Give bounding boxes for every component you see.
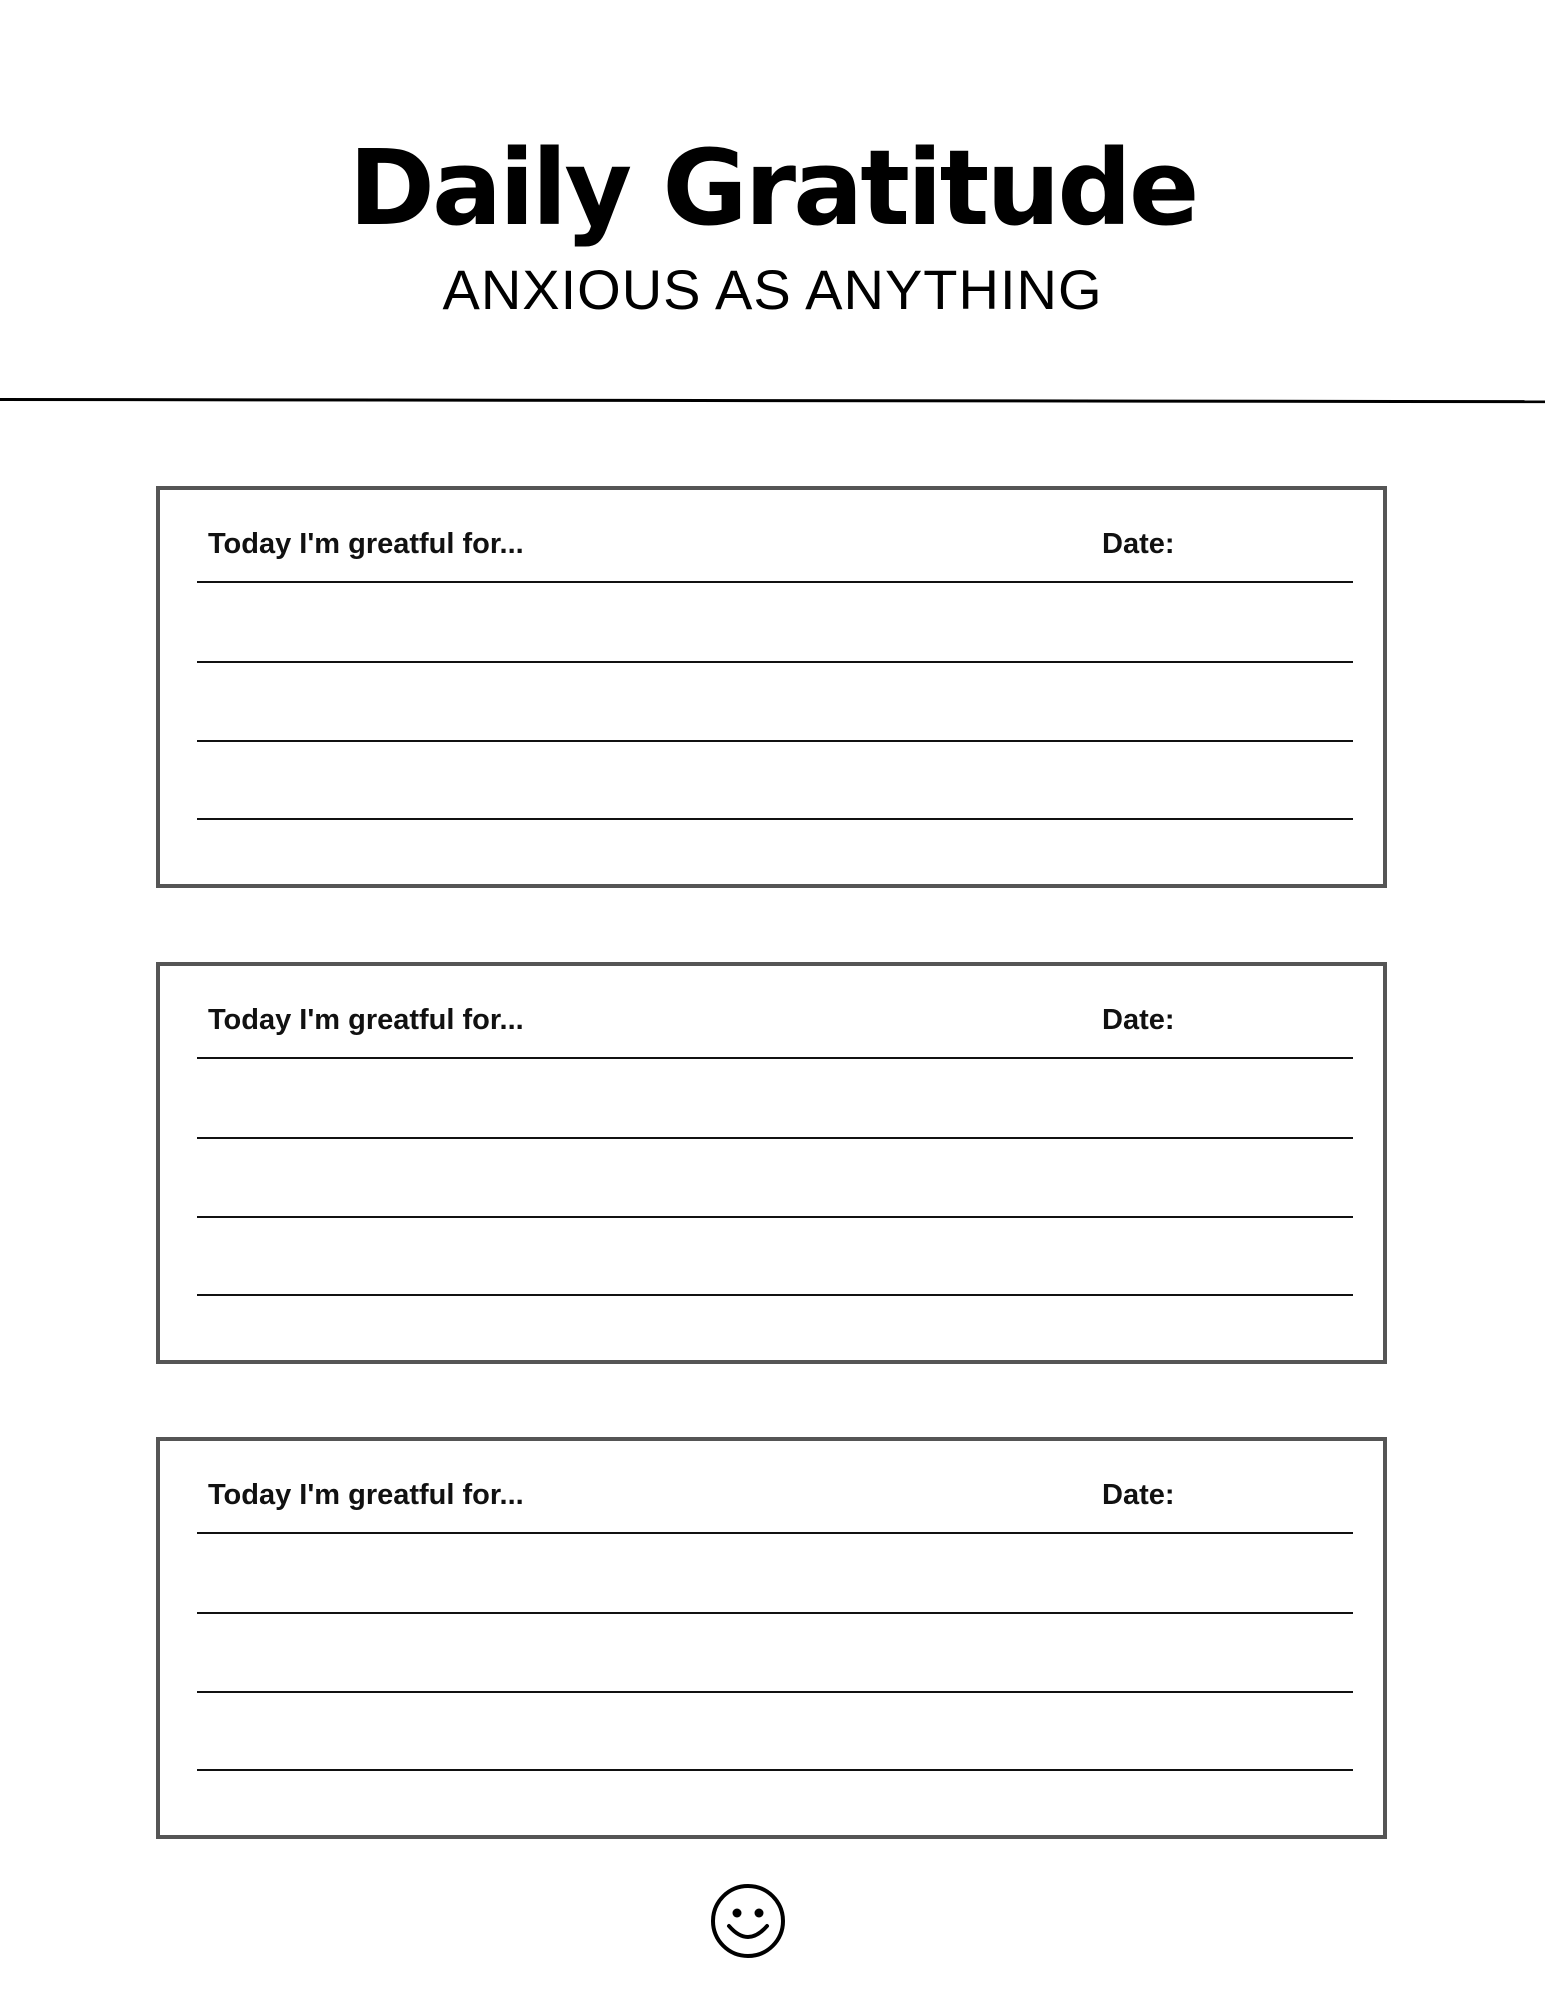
writing-line[interactable] [197, 740, 1353, 742]
page-title: Daily Gratitude [348, 127, 1197, 249]
writing-line[interactable] [197, 1216, 1353, 1218]
writing-line[interactable] [197, 1137, 1353, 1139]
writing-line[interactable] [197, 1612, 1353, 1614]
entry-date-label: Date: [1102, 1479, 1175, 1511]
writing-line[interactable] [197, 1691, 1353, 1693]
entry-prompt: Today I'm greatful for... [208, 528, 524, 560]
writing-line[interactable] [197, 1532, 1353, 1534]
header-divider [0, 398, 1545, 403]
writing-line[interactable] [197, 1057, 1353, 1059]
smiley-face-icon [709, 1882, 787, 1960]
gratitude-entry-3 [156, 1437, 1387, 1839]
entry-prompt: Today I'm greatful for... [208, 1004, 524, 1036]
page-subtitle: ANXIOUS AS ANYTHING [442, 258, 1103, 321]
entry-date-label: Date: [1102, 528, 1175, 560]
gratitude-entry-2 [156, 962, 1387, 1364]
writing-line[interactable] [197, 581, 1353, 583]
entry-prompt: Today I'm greatful for... [208, 1479, 524, 1511]
gratitude-entry-1 [156, 486, 1387, 888]
writing-line[interactable] [197, 661, 1353, 663]
writing-line[interactable] [197, 1294, 1353, 1296]
writing-line[interactable] [197, 1769, 1353, 1771]
entry-date-label: Date: [1102, 1004, 1175, 1036]
writing-line[interactable] [197, 818, 1353, 820]
